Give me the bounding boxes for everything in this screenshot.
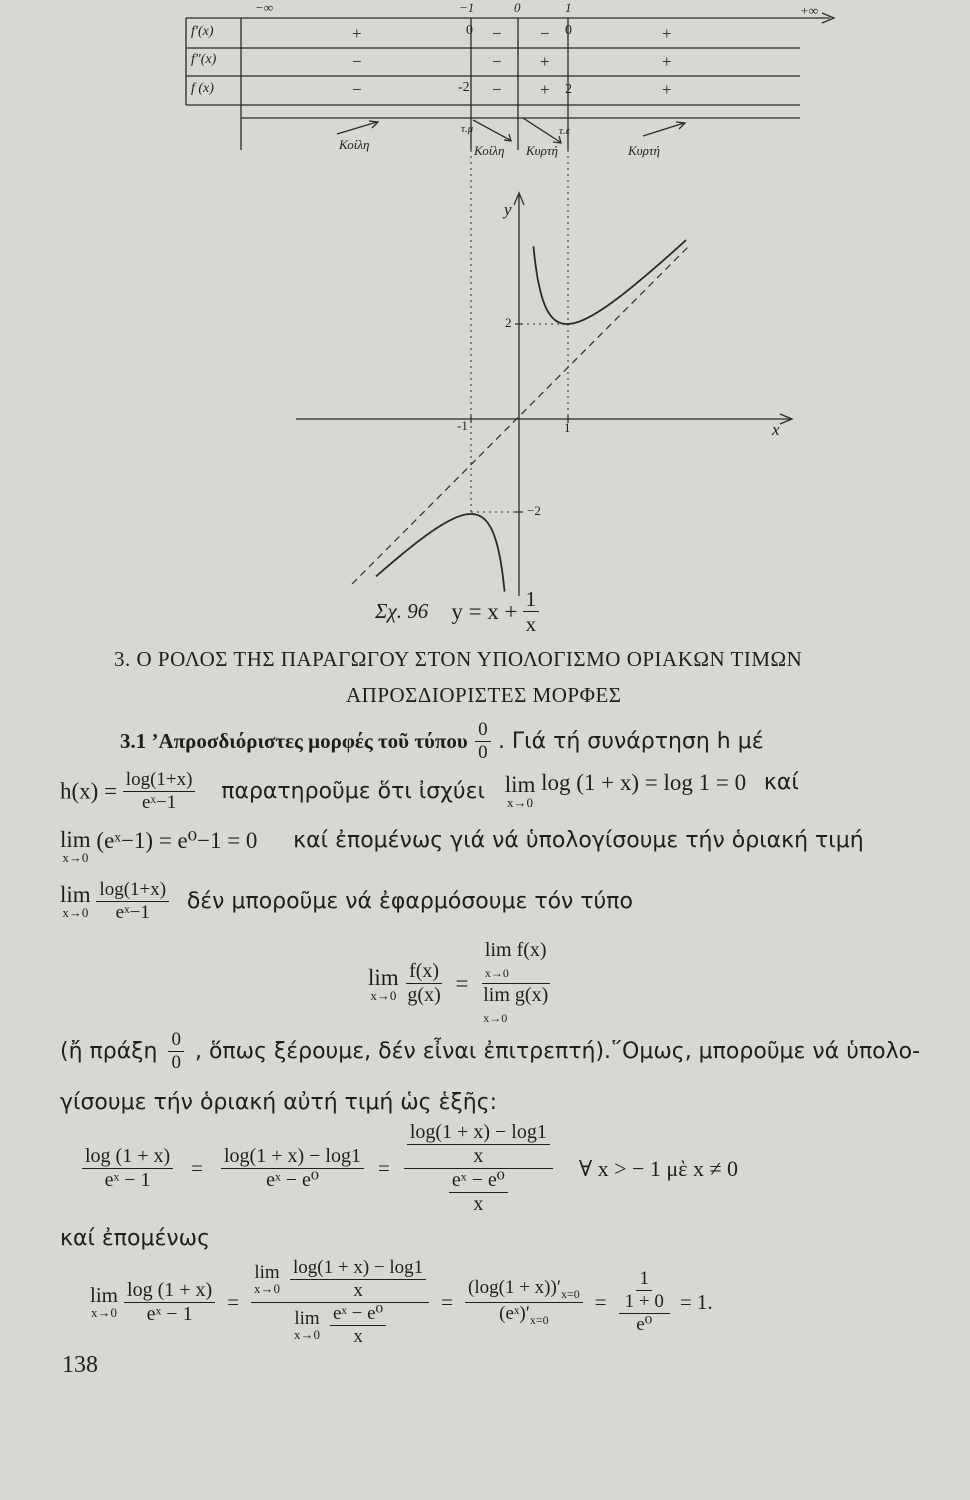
fraction-denominator: eˣ − e⁰ — [266, 1169, 319, 1191]
limit-of-quotients — [251, 1258, 429, 1347]
f-sign: − — [352, 80, 362, 99]
tick-label-1: 1 — [564, 420, 571, 435]
derivative-subscript: x=0 — [560, 1287, 580, 1302]
lim-g: lim g(x) — [483, 984, 549, 1006]
x-value-plus-inf: +∞ — [800, 3, 819, 18]
inner-fraction — [330, 1304, 386, 1347]
f-sign: + — [662, 80, 672, 99]
domain-condition: ∀ x > − 1 μὲ x ≠ 0 — [578, 1155, 739, 1181]
x-value-1: 1 — [565, 0, 572, 15]
lim-text: lim — [368, 964, 399, 990]
figure-caption — [375, 588, 539, 635]
f2-sign: − — [492, 52, 502, 71]
limit-operator — [60, 828, 91, 864]
figure-number: Σχ. 96 — [375, 599, 429, 624]
text-fragment: δέν μποροῦμε νά ἐφαρμόσουμε τόν τύπο — [186, 888, 633, 914]
inner-fraction — [407, 1122, 550, 1167]
f1-sign: 0 — [466, 23, 473, 38]
lim-text: lim — [254, 1262, 280, 1284]
section-subtitle: ΑΠΡΟΣΔΙΟΡΙΣΤΕΣ ΜΟΡΦΕΣ — [346, 683, 622, 707]
lim-text: lim — [504, 772, 536, 798]
text-fragment: , ὅπως ξέρουμε, δέν εἶναι ἐπιτρεπτή).῞Ομως, μποροῦμε νά ὑπολο- — [194, 1038, 921, 1064]
text-line: καί ἐπομένως — [60, 1226, 211, 1251]
equals-sign: = — [227, 1289, 240, 1314]
lim-subscript: x→0 — [91, 1305, 117, 1321]
limit-denominator-line — [60, 828, 864, 864]
fraction-denominator: x — [473, 1145, 484, 1167]
fraction-denominator: x — [353, 1279, 363, 1301]
f-sign: − — [492, 80, 502, 99]
limit-fraction — [96, 880, 169, 923]
text-fragment: καί — [763, 770, 799, 795]
f1-sign: + — [352, 24, 362, 43]
f1-sign: + — [662, 24, 672, 43]
concavity-label: Κυρτή — [628, 143, 660, 158]
lim-subscript: x→0 — [483, 1011, 508, 1025]
f2-sign: + — [662, 52, 672, 71]
fraction-denominator — [480, 984, 551, 1027]
limit-expression: (eˣ−1) = e⁰−1 = 0 — [96, 828, 258, 853]
row-label-f2: f″(x) — [191, 52, 217, 67]
f1-sign: 0 — [565, 23, 572, 38]
fraction-denominator: 0 — [478, 741, 488, 763]
fraction-denominator — [496, 1303, 552, 1326]
fraction-numerator: eˣ − e⁰ — [330, 1304, 386, 1326]
f-sign: -2 — [458, 80, 470, 95]
f2-sign: − — [352, 52, 362, 71]
fraction-numerator — [404, 1122, 553, 1169]
subsection-title: 3.1 ’Απροσδιόριστες μορφές τοῦ τύπου — [120, 728, 468, 753]
fraction-numerator: f(x) — [406, 961, 442, 984]
lim-text: lim — [60, 882, 91, 908]
tick-label-minus-2: −2 — [527, 503, 541, 518]
zero-over-zero — [475, 720, 491, 763]
fraction-denominator — [291, 1303, 389, 1347]
limit-operator — [254, 1263, 280, 1295]
fraction-denominator: x — [353, 1325, 363, 1347]
evaluated-fraction — [619, 1269, 670, 1335]
fraction-denominator: e⁰ — [636, 1314, 653, 1336]
equals-sign: = — [455, 970, 469, 996]
fraction-denominator: eˣ − 1 — [146, 1302, 193, 1325]
caption-fraction-denominator: x — [525, 612, 537, 637]
limit-operator — [90, 1285, 118, 1319]
derivative-denominator: (eˣ)′ — [499, 1302, 530, 1324]
fraction-denominator: eˣ − 1 — [104, 1169, 151, 1191]
compound-fraction — [404, 1122, 553, 1215]
f2-sign: + — [540, 52, 550, 71]
concavity-label: Κυρτή — [526, 143, 558, 158]
caption-fraction — [523, 588, 540, 635]
row-label-f: f (x) — [191, 81, 214, 96]
lhs-fraction — [124, 1280, 215, 1325]
lim-subscript: x→0 — [62, 905, 89, 921]
zero-over-zero — [168, 1030, 184, 1073]
x-value-0: 0 — [514, 0, 521, 15]
derivative-numerator: (log(1 + x))′ — [468, 1277, 561, 1299]
equality-chain — [82, 1122, 738, 1215]
lim-subscript: x→0 — [484, 966, 509, 980]
h-lhs: h(x) = — [60, 778, 118, 804]
text-fragment: καί ἐπομένως γιά νά ὑπολογίσουμε τήν ὁριακή τιμή — [293, 828, 864, 853]
inflection-label: τ.ε — [559, 125, 571, 137]
h-numerator: log(1+x) — [123, 770, 196, 792]
fraction-denominator — [446, 1169, 511, 1215]
equals-sign: = — [441, 1289, 454, 1314]
fraction-numerator — [482, 940, 550, 984]
text-fragment: παρατηροῦμε ὅτι ἰσχύει — [221, 778, 485, 804]
lim-subscript: x→0 — [507, 795, 534, 811]
section-title: 3. Ο ΡΟΛΟΣ ΤΗΣ ΠΑΡΑΓΩΓΟΥ ΣΤΟΝ ΥΠΟΛΟΓΙΣΜΟ ΟΡΙΑΚΩΝ ΤΙΜΩΝ — [114, 647, 803, 671]
fraction-numerator: 1 — [636, 1269, 652, 1291]
fraction-numerator: log(1+x) — [96, 880, 169, 902]
limit-operator — [294, 1309, 320, 1341]
quotient-limit-formula — [368, 940, 551, 1027]
concavity-label: Κοίλη — [339, 137, 370, 152]
lim-subscript: x→0 — [293, 1327, 320, 1343]
lhs-fraction — [82, 1146, 173, 1191]
page-number: 138 — [62, 1352, 98, 1378]
lim-subscript: x→0 — [254, 1281, 281, 1297]
lim-subscript: x→0 — [370, 987, 397, 1003]
tick-label-2: 2 — [505, 315, 512, 330]
text-fragment: . Γιά τή συνάρτηση h μέ — [497, 728, 764, 754]
inner-fraction — [290, 1258, 426, 1301]
caption-fraction-numerator: 1 — [523, 588, 540, 612]
fraction-numerator: 0 — [168, 1030, 184, 1052]
lim-subscript: x→0 — [62, 850, 89, 865]
x-value-minus-1: −1 — [459, 0, 475, 15]
derivative-fraction — [465, 1278, 583, 1326]
fraction-denominator: 1 + 0 — [624, 1291, 664, 1313]
caption-equation: y = x + — [451, 598, 518, 624]
lim-text: lim — [60, 827, 91, 852]
lim-text: lim — [90, 1283, 119, 1308]
text-line: γίσουμε τήν ὁριακή αὐτή τιμή ὡς ἑξῆς: — [60, 1090, 498, 1115]
inflection-label: τ.μ — [461, 123, 474, 135]
fraction-numerator: 0 — [475, 720, 491, 742]
fraction-numerator: log (1 + x) — [124, 1280, 215, 1303]
text-fragment: (ἤ πράξη — [60, 1038, 158, 1064]
x-axis-label: x — [772, 420, 780, 439]
fraction-numerator: log(1 + x) − log1 — [407, 1122, 550, 1145]
inner-fraction — [622, 1269, 667, 1312]
subsection-line — [120, 720, 764, 763]
limit-operator — [60, 883, 91, 919]
fraction-numerator — [619, 1269, 670, 1314]
result: = 1. — [679, 1289, 713, 1314]
fraction-numerator — [251, 1258, 429, 1303]
fraction-denominator: g(x) — [407, 984, 441, 1006]
middle-fraction — [221, 1146, 364, 1191]
fraction-numerator — [465, 1278, 583, 1302]
equals-sign: = — [378, 1156, 390, 1180]
h-denominator: eˣ−1 — [142, 791, 177, 813]
f1-sign: − — [540, 24, 550, 43]
equals-sign: = — [191, 1156, 203, 1180]
row-label-f1: f′(x) — [191, 24, 214, 39]
limit-operator — [368, 966, 399, 1002]
lim-f: lim f(x) — [484, 939, 547, 961]
f-sign: 2 — [565, 82, 572, 97]
final-computation — [90, 1258, 713, 1347]
fraction-denominator: 0 — [171, 1051, 181, 1073]
limit-expression: log (1 + x) = log 1 = 0 — [541, 770, 747, 795]
fg-fraction — [404, 961, 443, 1006]
text-line — [60, 1030, 920, 1073]
limit-ratio-fraction — [480, 940, 551, 1027]
fraction-numerator: log(1 + x) − log1 — [221, 1146, 364, 1169]
fraction-numerator: log(1 + x) − log1 — [290, 1258, 426, 1280]
lim-text: lim — [294, 1308, 320, 1330]
fraction-denominator: eˣ−1 — [115, 901, 150, 923]
fraction-denominator: x — [473, 1193, 484, 1215]
inner-fraction — [449, 1170, 508, 1215]
h-definition-line — [60, 770, 799, 813]
f1-sign: − — [492, 24, 502, 43]
fraction-numerator: log (1 + x) — [82, 1146, 173, 1169]
target-limit-line — [60, 880, 633, 923]
h-fraction — [123, 770, 196, 813]
x-value-minus-inf: −∞ — [255, 0, 274, 15]
f-sign: + — [540, 80, 550, 99]
equals-sign: = — [594, 1289, 607, 1314]
derivative-subscript: x=0 — [529, 1312, 549, 1327]
tick-label-minus-1: -1 — [457, 418, 468, 433]
limit-operator — [505, 773, 536, 809]
fraction-numerator: eˣ − e⁰ — [449, 1170, 508, 1193]
y-axis-label: y — [504, 200, 512, 219]
concavity-label: Κοίλη — [474, 143, 505, 158]
function-graph — [0, 0, 970, 640]
